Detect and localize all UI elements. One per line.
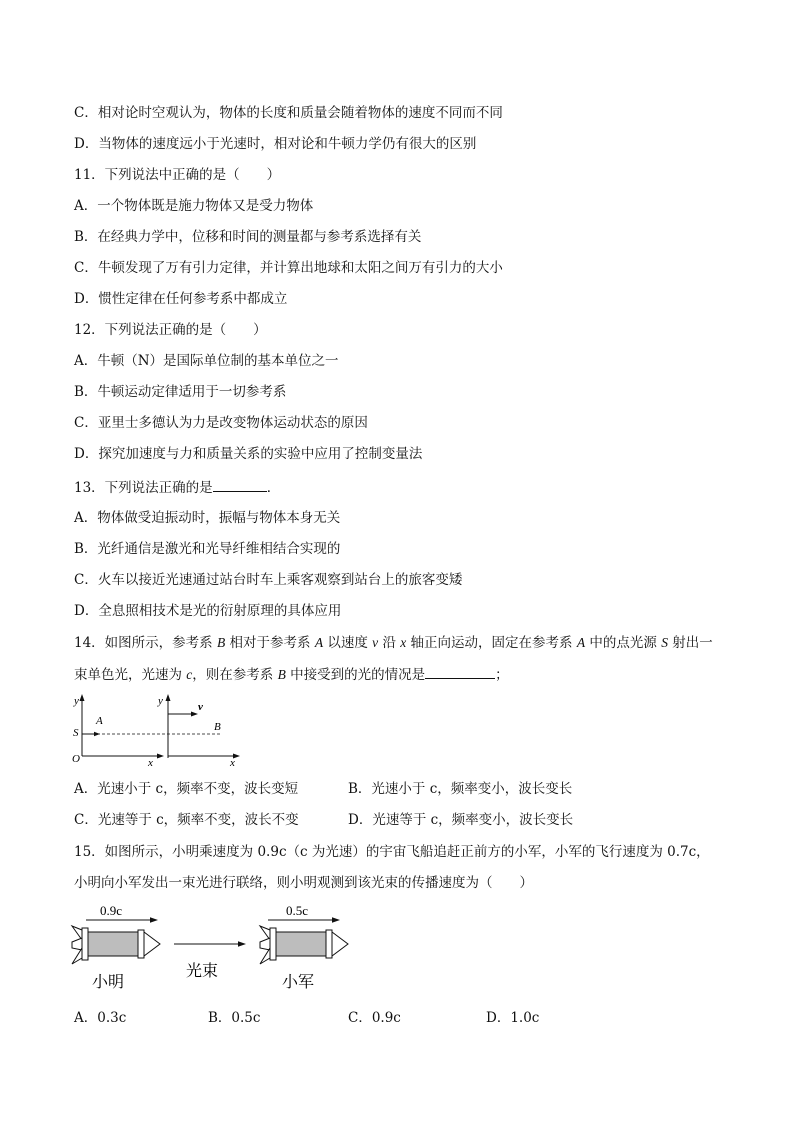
symbol-A: A xyxy=(576,635,586,650)
arrowhead xyxy=(94,732,100,736)
text: 束单色光，光速为 xyxy=(74,667,187,683)
question-13-option-a: A．物体做受迫振动时，振幅与物体本身无关 xyxy=(74,510,341,526)
name-left: 小明 xyxy=(92,974,125,991)
text: 以速度 xyxy=(323,635,373,651)
figure-14-reference-frames xyxy=(70,690,250,770)
symbol-c: c xyxy=(186,667,193,682)
question-14-option-b: B．光速小于 c，频率变小，波长变长 xyxy=(348,781,573,797)
question-14-option-d: D．光速等于 c，频率变小，波长变长 xyxy=(348,812,574,828)
speed-left-label: 0.9c xyxy=(100,903,123,918)
question-14-stem-line1 xyxy=(74,634,713,652)
symbol-A: A xyxy=(314,635,324,650)
question-13-text: 13．下列说法正确的是 xyxy=(74,480,213,496)
frame-b-y-label: y xyxy=(158,695,163,707)
text: 沿 xyxy=(378,635,401,651)
question-12-stem: 12．下列说法正确的是（ ） xyxy=(74,322,267,338)
symbol-B: B xyxy=(277,667,286,682)
question-15-option-c: C．0.9c xyxy=(348,1010,401,1026)
light-source-label: S xyxy=(73,727,79,739)
frame-a-label: A xyxy=(96,715,103,727)
question-13-stem xyxy=(74,478,280,497)
arrowhead xyxy=(238,941,246,946)
figure-15-spaceships xyxy=(68,898,368,998)
question-15-option-a: A．0.3c xyxy=(74,1010,127,1026)
question-13-option-d: D．全息照相技术是光的衍射原理的具体应用 xyxy=(74,603,342,619)
name-right: 小军 xyxy=(282,974,315,991)
text: 中接受到的光的情况是 xyxy=(285,667,426,683)
question-11-option-b: B．在经典力学中，位移和时间的测量都与参考系选择有关 xyxy=(74,229,422,245)
text: 射出一 xyxy=(667,635,713,651)
origin-label: O xyxy=(72,753,80,765)
question-12-option-c: C．亚里士多德认为力是改变物体运动状态的原因 xyxy=(74,415,368,431)
arrowhead xyxy=(80,694,85,701)
rocket-xiaojun xyxy=(260,926,348,964)
answer-blank[interactable] xyxy=(213,478,267,492)
symbol-v: v xyxy=(372,635,379,650)
arrowhead xyxy=(157,754,164,759)
option-10d: D．当物体的速度远小于光速时，相对论和牛顿力学仍有很大的区别 xyxy=(74,136,477,152)
question-15-stem-line1: 15．如图所示，小明乘速度为 0.9c（c 为光速）的宇宙飞船追赶正前方的小军，小军的飞行速度为 0.7c， xyxy=(74,844,710,860)
frame-a-y-label: y xyxy=(74,695,79,707)
text: ，则在参考系 xyxy=(192,667,278,683)
text: 14．如图所示，参考系 xyxy=(74,635,217,651)
question-15-stem-line2: 小明向小军发出一束光进行联络，则小明观测到该光束的传播速度为（ ） xyxy=(74,875,533,891)
symbol-B: B xyxy=(216,635,226,650)
symbol-S: S xyxy=(661,635,668,650)
question-14-option-c: C．光速等于 c，频率不变，波长不变 xyxy=(74,812,299,828)
question-12-option-a: A．牛顿（N）是国际单位制的基本单位之一 xyxy=(74,353,339,369)
question-11-option-d: D．惯性定律在任何参考系中都成立 xyxy=(74,291,288,307)
question-13-end: ． xyxy=(266,480,281,496)
question-12-option-d: D．探究加速度与力和质量关系的实验中应用了控制变量法 xyxy=(74,446,423,462)
symbol-x: x xyxy=(400,635,407,650)
question-15-option-b: B．0.5c xyxy=(208,1010,261,1026)
arrowhead xyxy=(332,917,340,922)
question-15-option-d: D．1.0c xyxy=(486,1010,540,1026)
text: ； xyxy=(495,667,509,683)
frame-b-x-label: x xyxy=(230,757,235,769)
frame-b-label: B xyxy=(214,721,221,733)
question-13-option-b: B．光纤通信是激光和光导纤维相结合实现的 xyxy=(74,541,341,557)
text: 轴正向运动，固定在参考系 xyxy=(406,635,577,651)
frame-a-x-label: x xyxy=(148,757,153,769)
question-13-option-c: C．火车以接近光速通过站台时车上乘客观察到站台上的旅客变矮 xyxy=(74,572,463,588)
light-beam-label: 光束 xyxy=(186,963,219,980)
question-12-option-b: B．牛顿运动定律适用于一切参考系 xyxy=(74,384,287,400)
question-11-stem: 11．下列说法中正确的是（ ） xyxy=(74,167,281,183)
arrowhead xyxy=(150,917,158,922)
text: 相对于参考系 xyxy=(225,635,315,651)
arrowhead xyxy=(166,694,171,701)
question-14-stem-line2 xyxy=(74,665,509,684)
rocket-xiaoming xyxy=(72,926,160,964)
question-11-option-a: A．一个物体既是施力物体又是受力物体 xyxy=(74,198,314,214)
question-14-option-a: A．光速小于 c，频率不变，波长变短 xyxy=(74,781,299,797)
question-11-option-c: C．牛顿发现了万有引力定律，并计算出地球和太阳之间万有引力的大小 xyxy=(74,260,503,276)
text: 中的点光源 xyxy=(585,635,662,651)
option-10c: C．相对论时空观认为，物体的长度和质量会随着物体的速度不同而不同 xyxy=(74,105,503,121)
speed-right-label: 0.5c xyxy=(286,903,309,918)
velocity-label: v xyxy=(198,701,203,713)
answer-blank[interactable] xyxy=(425,665,495,679)
arrowhead xyxy=(191,712,198,717)
